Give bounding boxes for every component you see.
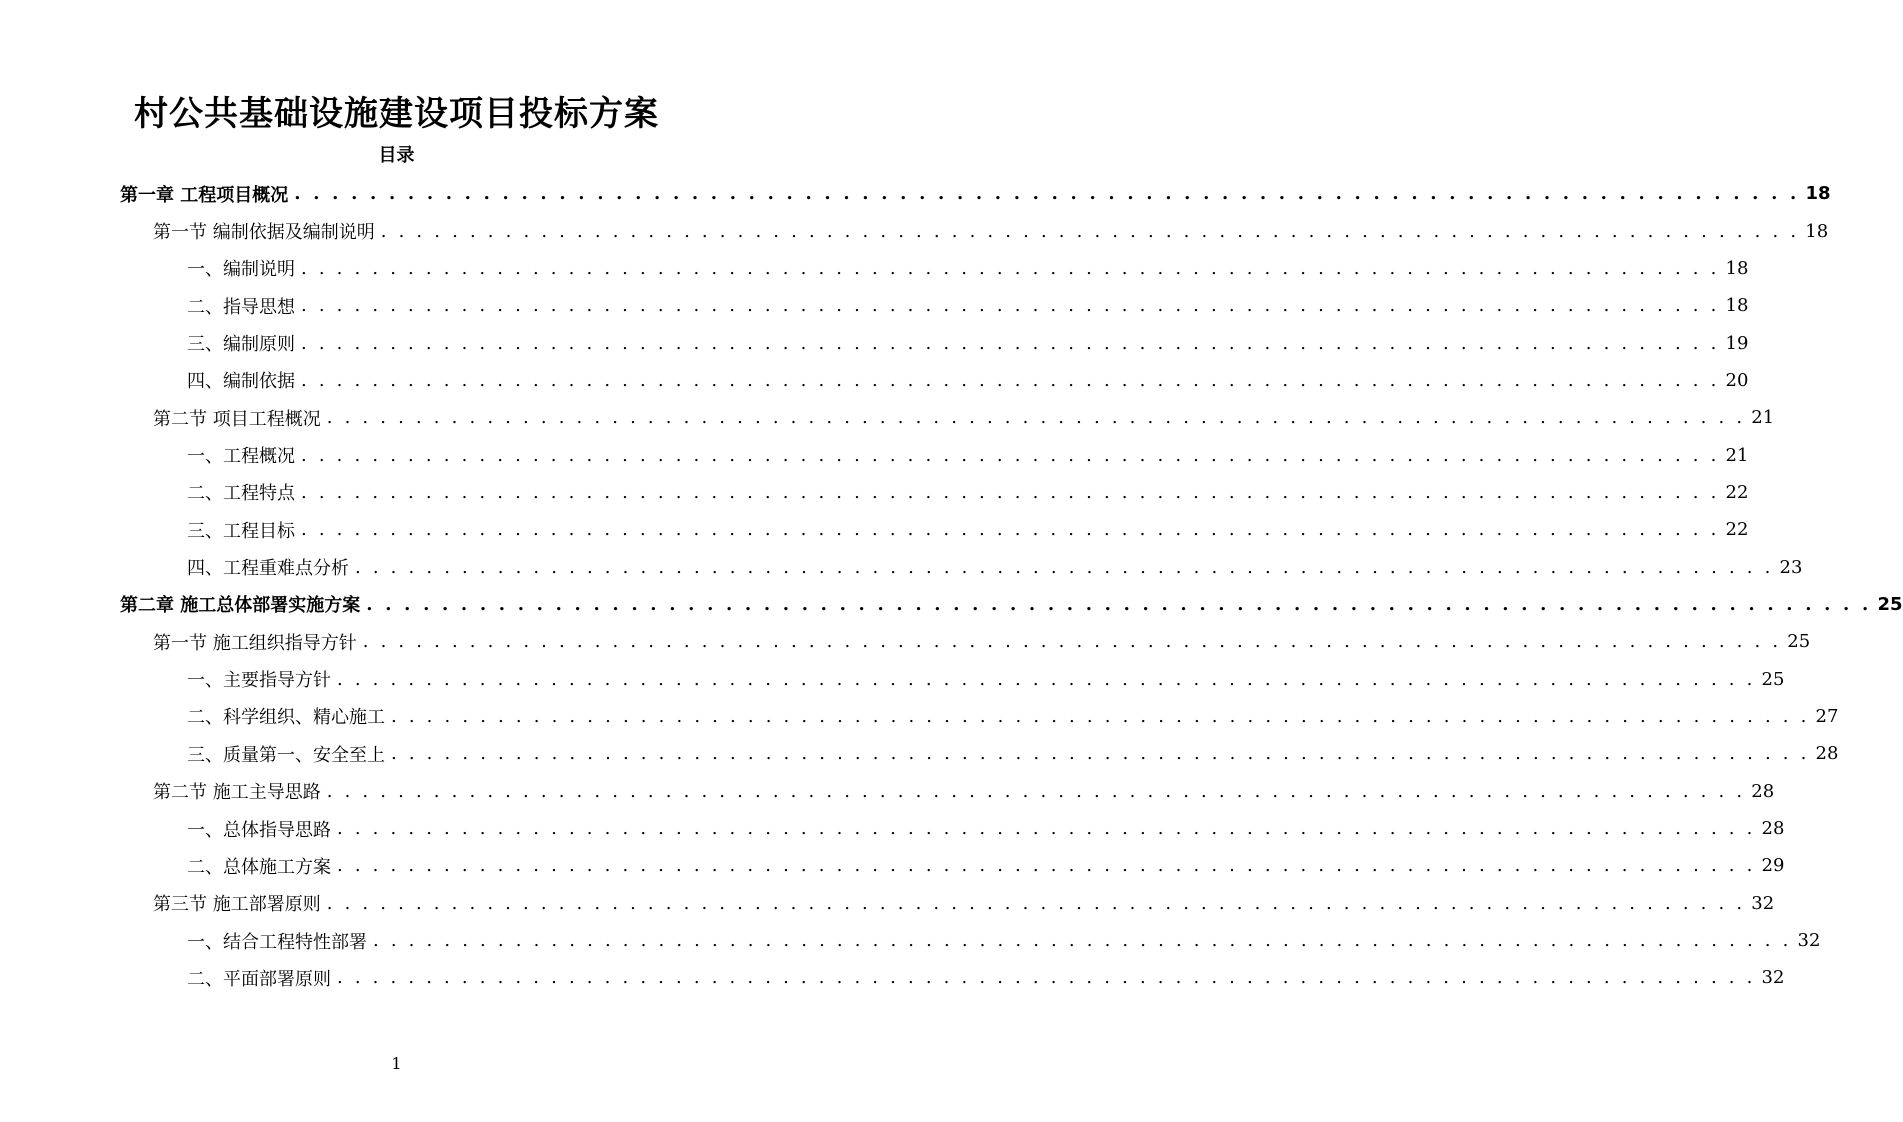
- toc-entry-label: 第三节 施工部署原则: [153, 894, 321, 916]
- toc-entry-page: 18: [1725, 257, 1749, 279]
- toc-dot-leader: . . . . . . . . . . . . . . . . . . . . . . . . . . . . . . . . . . . . . . . . . . . . . . . . . . . . . . . . . . . . . . . . . . . . . . . . . . . . . . . .: [326, 780, 1746, 802]
- toc-entry-page: 18: [1805, 220, 1829, 242]
- toc-subsection-entry[interactable]: [0, 436, 1749, 473]
- toc-entry-label: 二、总体施工方案: [187, 856, 331, 878]
- toc-entry-label: 一、工程概况: [187, 446, 295, 468]
- toc-dot-leader: . . . . . . . . . . . . . . . . . . . . . . . . . . . . . . . . . . . . . . . . . . . . . . . . . . . . . . . . . . . . . . . . . . . . . . . . . . . . . . . .: [301, 369, 1720, 391]
- toc-dot-leader: . . . . . . . . . . . . . . . . . . . . . . . . . . . . . . . . . . . . . . . . . . . . . . . . . . . . . . . . . . . . . . . . . . . . . . . . . . . . . . . .: [362, 631, 1782, 653]
- toc-subsection-entry[interactable]: [0, 511, 1749, 548]
- toc-subsection-entry[interactable]: [0, 287, 1749, 324]
- toc-entry-page: 28: [1761, 818, 1785, 840]
- toc-entry-label: 四、工程重难点分析: [187, 558, 349, 580]
- toc-dot-leader: . . . . . . . . . . . . . . . . . . . . . . . . . . . . . . . . . . . . . . . . . . . . . . . . . . . . . . . . . . . . . . . . . . . . . . . . . . . . . . . .: [301, 332, 1720, 354]
- toc-entry-label: 三、质量第一、安全至上: [187, 744, 385, 766]
- toc-entry-page: 28: [1815, 743, 1839, 765]
- toc-entry-page: 23: [1779, 556, 1803, 578]
- toc-subsection-entry[interactable]: [0, 847, 1785, 884]
- toc-dot-leader: . . . . . . . . . . . . . . . . . . . . . . . . . . . . . . . . . . . . . . . . . . . . . . . . . . . . . . . . . . . . . . . . . . . . . . . . . . . . . . . .: [301, 444, 1720, 466]
- toc-chapter-entry[interactable]: [0, 586, 1903, 623]
- toc-subsection-entry[interactable]: [0, 324, 1749, 361]
- toc-dot-leader: . . . . . . . . . . . . . . . . . . . . . . . . . . . . . . . . . . . . . . . . . . . . . . . . . . . . . . . . . . . . . . . . . . . . . . . . . . . . . . . .: [301, 257, 1720, 279]
- toc-subsection-entry[interactable]: [0, 735, 1839, 772]
- toc-dot-leader: . . . . . . . . . . . . . . . . . . . . . . . . . . . . . . . . . . . . . . . . . . . . . . . . . . . . . . . . . . . . . . . . . . . . . . . . . . . . . . . .: [355, 556, 1774, 578]
- toc-entry-label: 第一节 施工组织指导方针: [153, 632, 357, 654]
- toc-subsection-entry[interactable]: [0, 362, 1749, 399]
- toc-entry-label: 二、科学组织、精心施工: [187, 707, 385, 729]
- toc-entry-label: 第一节 编制依据及编制说明: [153, 222, 375, 244]
- toc-dot-leader: . . . . . . . . . . . . . . . . . . . . . . . . . . . . . . . . . . . . . . . . . . . . . . . . . . . . . . . . . . . . . . . . . . . . . . . . . . . . . . . .: [337, 855, 1756, 877]
- toc-section-entry[interactable]: [0, 212, 1829, 249]
- toc-entry-page: 32: [1751, 892, 1775, 914]
- toc-entry-page: 21: [1725, 444, 1749, 466]
- toc-subsection-entry[interactable]: [0, 250, 1749, 287]
- toc-entry-label: 四、编制依据: [187, 371, 295, 393]
- toc-dot-leader: . . . . . . . . . . . . . . . . . . . . . . . . . . . . . . . . . . . . . . . . . . . . . . . . . . . . . . . . . . . . . . . . . . . . . . . . . . . . . . . .: [337, 818, 1756, 840]
- toc-dot-leader: . . . . . . . . . . . . . . . . . . . . . . . . . . . . . . . . . . . . . . . . . . . . . . . . . . . . . . . . . . . . . . . . . . . . . . . . . . . . . . . .: [337, 967, 1756, 989]
- toc-subsection-entry[interactable]: [0, 548, 1803, 585]
- toc-subsection-entry[interactable]: [0, 474, 1749, 511]
- toc-heading: 目录: [378, 145, 415, 166]
- toc-entry-label: 二、指导思想: [187, 296, 295, 318]
- toc-entry-page: 29: [1761, 855, 1785, 877]
- toc-entry-page: 25: [1877, 593, 1903, 615]
- toc-entry-label: 第二节 项目工程概况: [153, 408, 321, 430]
- toc-dot-leader: . . . . . . . . . . . . . . . . . . . . . . . . . . . . . . . . . . . . . . . . . . . . . . . . . . . . . . . . . . . . . . . . . . . . . . . . . . . . . . . .: [294, 183, 1800, 205]
- toc-entry-page: 27: [1815, 705, 1839, 727]
- toc-subsection-entry[interactable]: [0, 660, 1785, 697]
- toc-dot-leader: . . . . . . . . . . . . . . . . . . . . . . . . . . . . . . . . . . . . . . . . . . . . . . . . . . . . . . . . . . . . . . . . . . . . . . . . . . . . . . . .: [366, 593, 1872, 615]
- toc-entry-page: 25: [1761, 668, 1785, 690]
- toc-dot-leader: . . . . . . . . . . . . . . . . . . . . . . . . . . . . . . . . . . . . . . . . . . . . . . . . . . . . . . . . . . . . . . . . . . . . . . . . . . . . . . . .: [301, 481, 1720, 503]
- toc-entry-label: 第二节 施工主导思路: [153, 782, 321, 804]
- toc-dot-leader: . . . . . . . . . . . . . . . . . . . . . . . . . . . . . . . . . . . . . . . . . . . . . . . . . . . . . . . . . . . . . . . . . . . . . . . . . . . . . . . .: [380, 220, 1800, 242]
- toc-dot-leader: . . . . . . . . . . . . . . . . . . . . . . . . . . . . . . . . . . . . . . . . . . . . . . . . . . . . . . . . . . . . . . . . . . . . . . . . . . . . . . . .: [301, 295, 1720, 317]
- toc-entry-label: 三、编制原则: [187, 334, 295, 356]
- toc-subsection-entry[interactable]: [0, 810, 1785, 847]
- toc-subsection-entry[interactable]: [0, 698, 1839, 735]
- toc-entry-page: 19: [1725, 332, 1749, 354]
- page-number: 1: [391, 1054, 402, 1073]
- toc-entry-label: 一、总体指导思路: [187, 819, 331, 841]
- toc-entry-page: 18: [1805, 183, 1831, 205]
- toc-entry-label: 一、结合工程特性部署: [187, 931, 367, 953]
- toc-entry-page: 25: [1787, 631, 1811, 653]
- toc-dot-leader: . . . . . . . . . . . . . . . . . . . . . . . . . . . . . . . . . . . . . . . . . . . . . . . . . . . . . . . . . . . . . . . . . . . . . . . . . . . . . . . .: [391, 705, 1810, 727]
- toc-section-entry[interactable]: [0, 773, 1775, 810]
- toc-entry-page: 21: [1751, 407, 1775, 429]
- toc-dot-leader: . . . . . . . . . . . . . . . . . . . . . . . . . . . . . . . . . . . . . . . . . . . . . . . . . . . . . . . . . . . . . . . . . . . . . . . . . . . . . . . .: [301, 519, 1720, 541]
- toc-entry-label: 二、平面部署原则: [187, 968, 331, 990]
- toc-entry-page: 32: [1761, 967, 1785, 989]
- toc-entry-label: 一、主要指导方针: [187, 670, 331, 692]
- toc-section-entry[interactable]: [0, 399, 1775, 436]
- toc-entry-page: 22: [1725, 519, 1749, 541]
- toc-entry-page: 20: [1725, 369, 1749, 391]
- toc-section-entry[interactable]: [0, 623, 1811, 660]
- toc-subsection-entry[interactable]: [0, 959, 1785, 996]
- toc-entry-label: 一、编制说明: [187, 259, 295, 281]
- toc-entry-page: 22: [1725, 481, 1749, 503]
- toc-entry-label: 第一章 工程项目概况: [120, 184, 289, 206]
- toc-entry-page: 28: [1751, 780, 1775, 802]
- toc-section-entry[interactable]: [0, 885, 1775, 922]
- toc-dot-leader: . . . . . . . . . . . . . . . . . . . . . . . . . . . . . . . . . . . . . . . . . . . . . . . . . . . . . . . . . . . . . . . . . . . . . . . . . . . . . . . .: [326, 407, 1746, 429]
- toc-entry-label: 二、工程特点: [187, 483, 295, 505]
- toc-subsection-entry[interactable]: [0, 922, 1821, 959]
- document-title: 村公共基础设施建设项目投标方案: [134, 94, 659, 134]
- toc-dot-leader: . . . . . . . . . . . . . . . . . . . . . . . . . . . . . . . . . . . . . . . . . . . . . . . . . . . . . . . . . . . . . . . . . . . . . . . . . . . . . . . .: [373, 930, 1792, 952]
- toc-entry-page: 18: [1725, 295, 1749, 317]
- toc-entry-label: 第二章 施工总体部署实施方案: [120, 595, 361, 617]
- toc-dot-leader: . . . . . . . . . . . . . . . . . . . . . . . . . . . . . . . . . . . . . . . . . . . . . . . . . . . . . . . . . . . . . . . . . . . . . . . . . . . . . . . .: [337, 668, 1756, 690]
- toc-dot-leader: . . . . . . . . . . . . . . . . . . . . . . . . . . . . . . . . . . . . . . . . . . . . . . . . . . . . . . . . . . . . . . . . . . . . . . . . . . . . . . . .: [326, 892, 1746, 914]
- toc-entry-page: 32: [1797, 930, 1821, 952]
- toc-dot-leader: . . . . . . . . . . . . . . . . . . . . . . . . . . . . . . . . . . . . . . . . . . . . . . . . . . . . . . . . . . . . . . . . . . . . . . . . . . . . . . . .: [391, 743, 1810, 765]
- table-of-contents: [0, 175, 1903, 997]
- toc-chapter-entry[interactable]: [0, 175, 1831, 212]
- toc-entry-label: 三、工程目标: [187, 520, 295, 542]
